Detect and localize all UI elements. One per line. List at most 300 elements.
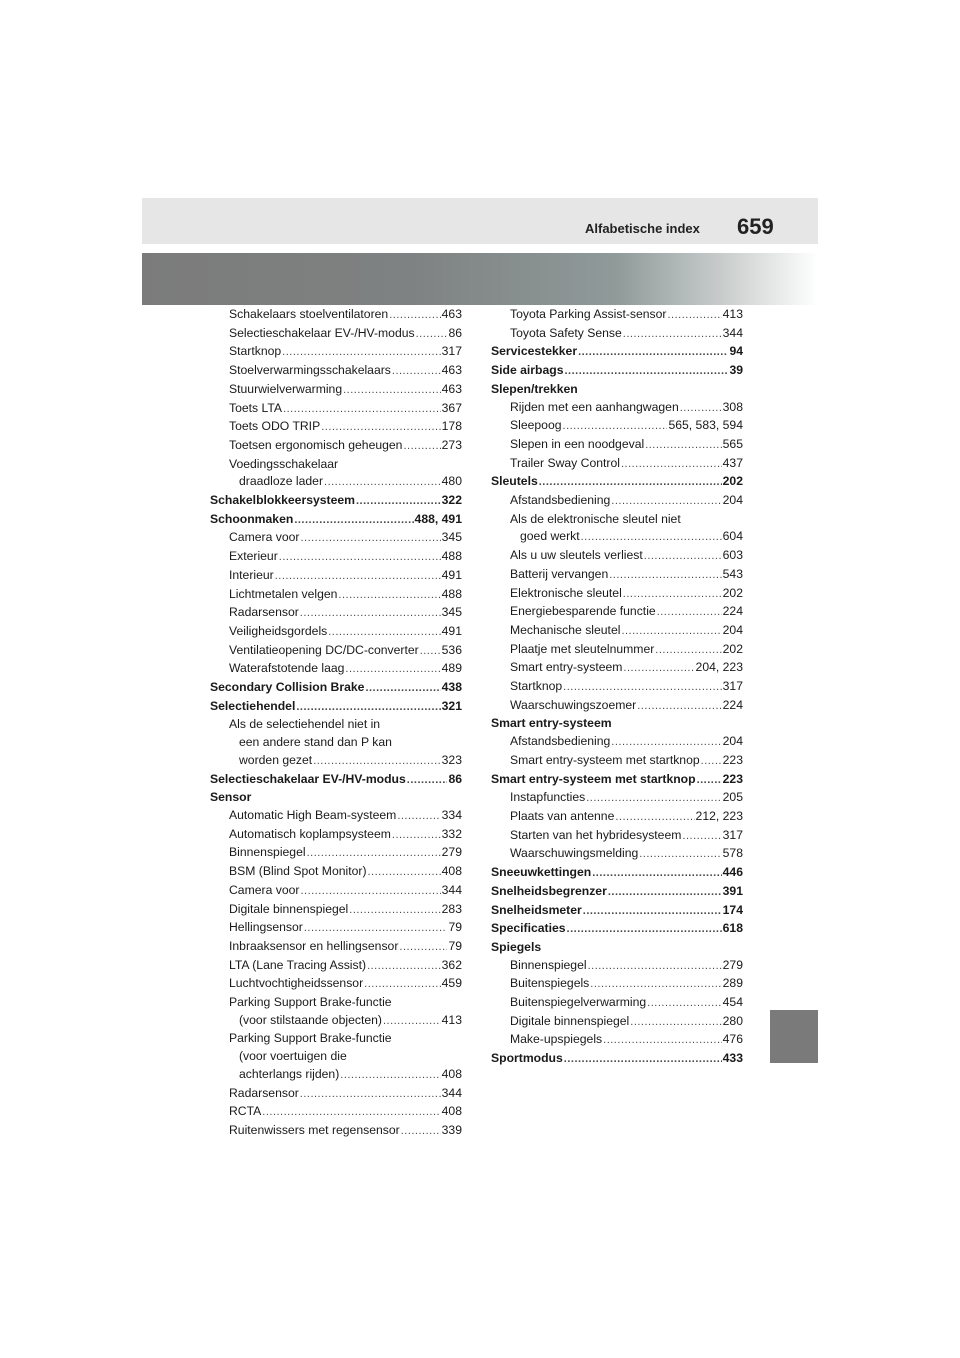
leader-dots <box>644 548 722 566</box>
index-entry-sub <box>210 957 462 976</box>
index-entry-label: Plaats van antenne <box>510 808 615 823</box>
leader-dots <box>592 865 721 883</box>
index-entry-page: 79 <box>448 920 462 935</box>
index-entry-sub <box>491 845 743 864</box>
index-entry-sub <box>210 567 462 586</box>
index-entry-page: 408 <box>441 1104 462 1119</box>
index-entry-label: Waarschuwingszoemer <box>510 697 637 712</box>
index-entry-page: 480 <box>441 474 462 489</box>
leader-dots <box>590 976 721 994</box>
index-entry-label: Smart entry-systeem <box>491 716 612 731</box>
index-entry-label: Specificaties <box>491 921 566 936</box>
index-entry-sub <box>491 641 743 660</box>
leader-dots <box>621 456 722 474</box>
index-entry-main <box>491 362 743 381</box>
leader-dots <box>647 995 721 1013</box>
index-entry-page: 202 <box>722 585 743 600</box>
leader-dots <box>296 699 440 717</box>
leader-dots <box>563 679 721 697</box>
index-entry-sub <box>491 957 743 976</box>
index-entry-page: 344 <box>441 882 462 897</box>
chapter-tab-marker <box>770 1010 818 1063</box>
index-entry-sub <box>210 882 462 901</box>
index-entry-page: 204 <box>722 493 743 508</box>
index-entry-sub <box>491 659 743 678</box>
index-entry-label: Starten van het hybridesysteem <box>510 827 682 842</box>
page-number: 659 <box>737 214 774 239</box>
leader-dots <box>564 363 728 381</box>
index-entry-label: Toyota Parking Assist-sensor <box>510 307 667 321</box>
index-entry-page: 178 <box>441 419 462 434</box>
index-entry-sub <box>210 1085 462 1104</box>
index-entry-page: 463 <box>441 363 462 378</box>
leader-dots <box>300 1086 441 1104</box>
leader-dots <box>389 307 440 325</box>
leader-dots <box>343 382 441 400</box>
index-entry-main <box>491 343 743 362</box>
index-entry-label: Als u uw sleutels verliest <box>510 548 643 563</box>
leader-dots <box>623 660 694 678</box>
leader-dots <box>356 493 441 511</box>
leader-dots <box>630 1014 721 1032</box>
index-entry-page: 79 <box>448 938 462 953</box>
leader-dots <box>564 1051 722 1069</box>
index-entry-label: Parking Support Brake-functie <box>229 995 392 1010</box>
index-entry-sub <box>491 547 743 566</box>
decorative-gradient-band <box>142 253 818 305</box>
leader-dots <box>608 884 722 902</box>
index-entry-sub <box>210 548 462 567</box>
index-entry-page: 491 <box>441 623 462 638</box>
index-entry-sub <box>210 919 462 938</box>
index-entry-sub <box>491 492 743 511</box>
leader-dots <box>682 828 721 846</box>
index-entry-page: 344 <box>722 325 743 340</box>
index-entry-page: 39 <box>729 363 743 378</box>
index-entry-label: Sensor <box>210 790 252 805</box>
leader-dots <box>407 772 448 790</box>
index-entry-main <box>491 902 743 921</box>
index-entry-main <box>491 1050 743 1069</box>
index-entry-page: 488 <box>441 586 462 601</box>
index-entry-sub <box>210 623 462 642</box>
index-entry-page: 174 <box>722 902 743 917</box>
index-entry-sub <box>210 1012 462 1031</box>
index-entry-sub <box>210 529 462 548</box>
index-entry-page: 413 <box>441 1012 462 1027</box>
index-entry-sub <box>210 473 462 492</box>
index-entry-page: 437 <box>722 455 743 470</box>
index-entry-sub <box>210 586 462 605</box>
index-entry-page: 86 <box>448 325 462 340</box>
leader-dots <box>623 586 722 604</box>
index-entry-sub <box>210 752 462 771</box>
leader-dots <box>338 587 440 605</box>
index-entry-sub <box>210 863 462 882</box>
leader-dots <box>321 419 440 437</box>
index-entry-label: Slepen in een noodgeval <box>510 436 645 451</box>
index-entry-label: BSM (Blind Spot Monitor) <box>229 864 367 879</box>
leader-dots <box>262 1104 440 1122</box>
index-entry-label: Stoelverwarmingsschakelaars <box>229 363 391 378</box>
index-entry-sub <box>491 994 743 1013</box>
index-entry-page: 565 <box>722 436 743 451</box>
index-entry-page: 204 <box>722 734 743 749</box>
index-entry-label: Spiegels <box>491 939 542 954</box>
index-entry-sub <box>210 1048 462 1066</box>
leader-dots <box>307 845 441 863</box>
index-entry-page: 488, 491 <box>414 511 462 526</box>
index-entry-page: 322 <box>441 493 462 508</box>
leader-dots <box>645 437 721 455</box>
index-entry-label: Waarschuwingsmelding <box>510 846 639 861</box>
index-entry-sub <box>491 827 743 846</box>
index-entry-label: Camera voor <box>229 882 300 897</box>
leader-dots <box>397 808 440 826</box>
index-entry-main <box>491 883 743 902</box>
leader-dots <box>340 1067 440 1085</box>
leader-dots <box>667 307 721 325</box>
index-entry-sub <box>210 1122 462 1141</box>
index-entry-sub <box>210 456 462 474</box>
index-entry-label: Toyota Safety Sense <box>510 325 622 340</box>
index-entry-page: 334 <box>441 807 462 822</box>
header-bar <box>142 198 818 244</box>
index-entry-main <box>210 511 462 530</box>
index-entry-label: Schoonmaken <box>210 511 294 526</box>
index-entry-sub <box>491 603 743 622</box>
leader-dots <box>578 344 728 362</box>
index-entry-label: Interieur <box>229 567 274 582</box>
section-title: Alfabetische index <box>585 221 700 236</box>
index-entry-label: Schakelaars stoelventilatoren <box>229 307 389 321</box>
index-entry-label: Elektronische sleutel <box>510 585 622 600</box>
leader-dots <box>657 604 722 622</box>
index-entry-label: Selectieschakelaar EV-/HV-modus <box>210 771 406 786</box>
index-entry-label: Afstandsbediening <box>510 734 611 749</box>
leader-dots <box>275 568 441 586</box>
index-entry-page: 362 <box>441 957 462 972</box>
index-entry-page: 202 <box>722 474 743 489</box>
index-entry-label: Binnenspiegel <box>510 957 587 972</box>
leader-dots <box>282 344 440 362</box>
index-entry-page: 604 <box>722 529 743 544</box>
index-entry-sub <box>491 585 743 604</box>
index-entry-page: 489 <box>441 661 462 676</box>
index-entry-page: 367 <box>441 400 462 415</box>
index-entry-label: Als de elektronische sleutel niet <box>510 511 681 526</box>
index-entry-sub <box>491 325 743 344</box>
index-entry-main <box>491 473 743 492</box>
leader-dots <box>611 493 721 511</box>
leader-dots <box>401 1123 441 1141</box>
index-entry-page: 283 <box>441 901 462 916</box>
index-entry-label: Slepen/trekken <box>491 381 578 396</box>
index-entry-page: 463 <box>441 381 462 396</box>
index-entry-page: 438 <box>441 680 462 695</box>
leader-dots <box>300 883 440 901</box>
leader-dots <box>701 753 722 771</box>
index-entry-sub <box>491 528 743 547</box>
index-entry-label: Ruitenwissers met regensensor <box>229 1122 400 1137</box>
index-entry-page: 204 <box>722 622 743 637</box>
index-entry-main <box>491 381 743 399</box>
index-entry-sub <box>491 455 743 474</box>
leader-dots <box>581 529 722 547</box>
index-entry-main <box>491 864 743 883</box>
index-entry-sub <box>491 697 743 716</box>
index-entry-sub <box>210 1103 462 1122</box>
leader-dots <box>279 549 441 567</box>
index-entry-label: Side airbags <box>491 363 564 378</box>
index-entry-label: (voor voertuigen die <box>239 1049 347 1064</box>
index-entry-label: Rijden met een aanhangwagen <box>510 399 679 414</box>
index-entry-label: een andere stand dan P kan <box>239 735 392 750</box>
index-entry-page: 86 <box>448 771 462 786</box>
index-entry-label: Sleepoog <box>510 418 562 433</box>
index-entry-page: 339 <box>441 1122 462 1137</box>
index-entry-page: 280 <box>722 1013 743 1028</box>
index-entry-label: Snelheidsmeter <box>491 902 582 917</box>
leader-dots <box>416 326 448 344</box>
index-entry-sub <box>491 436 743 455</box>
index-entry-label: Stuurwielverwarming <box>229 381 343 396</box>
index-entry-sub <box>210 660 462 679</box>
index-entry-label: Smart entry-systeem met startknop <box>491 771 696 786</box>
leader-dots <box>586 790 721 808</box>
index-entry-page: 488 <box>441 549 462 564</box>
index-entry-label: LTA (Lane Tracing Assist) <box>229 957 367 972</box>
leader-dots <box>639 846 721 864</box>
index-entry-sub <box>210 844 462 863</box>
index-entry-page: 332 <box>441 826 462 841</box>
index-entry-page: 224 <box>722 697 743 712</box>
index-entry-page: 279 <box>441 845 462 860</box>
index-entry-label: Mechanische sleutel <box>510 622 621 637</box>
index-entry-page: 317 <box>722 679 743 694</box>
index-entry-sub <box>210 642 462 661</box>
index-entry-label: Snelheidsbegrenzer <box>491 883 607 898</box>
index-entry-page: 578 <box>722 846 743 861</box>
leader-dots <box>328 624 440 642</box>
index-entry-sub <box>210 362 462 381</box>
index-entry-label: Toets LTA <box>229 400 283 415</box>
index-entry-label: Camera voor <box>229 530 300 545</box>
index-entry-page: 345 <box>441 605 462 620</box>
index-entry-page: 204, 223 <box>695 660 743 675</box>
leader-dots <box>364 976 441 994</box>
index-entry-sub <box>210 306 462 325</box>
leader-dots <box>403 438 440 456</box>
index-entry-main <box>491 771 743 790</box>
index-entry-sub <box>491 417 743 436</box>
leader-dots <box>345 661 440 679</box>
index-entry-sub <box>210 1066 462 1085</box>
index-entry-page: 391 <box>722 883 743 898</box>
leader-dots <box>583 903 722 921</box>
index-entry-label: Hellingsensor <box>229 920 303 935</box>
leader-dots <box>300 605 441 623</box>
index-entry-page: 224 <box>722 604 743 619</box>
leader-dots <box>383 1013 441 1031</box>
index-entry-sub <box>491 511 743 529</box>
index-entry-sub <box>491 1013 743 1032</box>
index-entry-label: Digitale binnenspiegel <box>229 901 349 916</box>
index-entry-label: Lichtmetalen velgen <box>229 586 338 601</box>
leader-dots <box>304 920 448 938</box>
index-entry-label: Parking Support Brake-functie <box>229 1031 392 1046</box>
index-column-right <box>491 306 743 1069</box>
leader-dots <box>368 864 441 882</box>
index-entry-label: Luchtvochtigheidssensor <box>229 976 364 991</box>
leader-dots <box>697 772 722 790</box>
index-entry-page: 223 <box>722 752 743 767</box>
index-entry-label: Instapfuncties <box>510 790 586 805</box>
index-entry-label: Selectieschakelaar EV-/HV-modus <box>229 325 415 340</box>
index-entry-label: Startknop <box>229 344 282 359</box>
index-entry-page: 413 <box>722 307 743 321</box>
index-entry-sub <box>210 716 462 734</box>
index-entry-label: achterlangs rijden) <box>239 1066 340 1081</box>
index-entry-main <box>210 698 462 717</box>
index-entry-label: Servicestekker <box>491 344 578 359</box>
index-entry-main <box>491 715 743 733</box>
leader-dots <box>615 809 694 827</box>
leader-dots <box>603 1032 722 1050</box>
index-entry-label: Toets ODO TRIP <box>229 419 321 434</box>
index-entry-label: Digitale binnenspiegel <box>510 1013 630 1028</box>
index-entry-sub <box>491 306 743 325</box>
index-entry-sub <box>491 733 743 752</box>
index-entry-sub <box>210 994 462 1012</box>
index-entry-main <box>491 920 743 939</box>
index-entry-label: Batterij vervangen <box>510 566 609 581</box>
leader-dots <box>399 939 447 957</box>
index-entry-sub <box>210 400 462 419</box>
leader-dots <box>349 902 440 920</box>
index-entry-label: Smart entry-systeem <box>510 660 623 675</box>
index-entry-label: draadloze lader <box>239 474 324 489</box>
index-entry-main <box>210 789 462 807</box>
leader-dots <box>420 643 441 661</box>
index-entry-sub <box>491 678 743 697</box>
leader-dots <box>623 326 722 344</box>
index-entry-page: 94 <box>729 344 743 359</box>
index-entry-page: 273 <box>441 437 462 452</box>
leader-dots <box>621 623 721 641</box>
index-entry-page: 202 <box>722 641 743 656</box>
index-entry-label: Trailer Sway Control <box>510 455 620 470</box>
index-entry-sub <box>491 1031 743 1050</box>
leader-dots <box>655 642 721 660</box>
index-entry-main <box>491 939 743 957</box>
index-entry-label: Voedingsschakelaar <box>229 456 339 471</box>
index-entry-label: Buitenspiegels <box>510 976 590 991</box>
index-entry-page: 446 <box>722 865 743 880</box>
index-entry-page: 565, 583, 594 <box>668 418 743 433</box>
index-entry-page: 321 <box>441 698 462 713</box>
index-entry-page: 344 <box>441 1085 462 1100</box>
index-entry-label: Make-upspiegels <box>510 1032 603 1047</box>
index-entry-page: 603 <box>722 548 743 563</box>
index-entry-label: Sneeuwkettingen <box>491 865 592 880</box>
index-entry-label: Als de selectiehendel niet in <box>229 717 381 732</box>
index-entry-page: 408 <box>441 1066 462 1081</box>
index-entry-label: Energiebesparende functie <box>510 604 656 619</box>
index-entry-page: 323 <box>441 752 462 767</box>
index-entry-page: 454 <box>722 995 743 1010</box>
index-entry-label: Waterafstotende laag <box>229 661 345 676</box>
index-entry-sub <box>210 1030 462 1048</box>
leader-dots <box>567 921 722 939</box>
leader-dots <box>300 530 440 548</box>
leader-dots <box>637 698 721 716</box>
index-entry-label: Inbraaksensor en hellingsensor <box>229 938 399 953</box>
leader-dots <box>365 680 440 698</box>
index-entry-page: 308 <box>722 399 743 414</box>
index-entry-sub <box>210 418 462 437</box>
leader-dots <box>283 401 441 419</box>
index-entry-label: worden gezet <box>239 752 313 767</box>
index-entry-page: 476 <box>722 1032 743 1047</box>
index-entry-label: Sportmodus <box>491 1051 563 1066</box>
index-entry-label: (voor stilstaande objecten) <box>239 1012 382 1027</box>
index-entry-sub <box>210 938 462 957</box>
index-entry-page: 317 <box>441 344 462 359</box>
index-entry-label: Veiligheidsgordels <box>229 623 328 638</box>
index-entry-sub <box>210 807 462 826</box>
index-entry-page: 317 <box>722 827 743 842</box>
index-entry-label: Toetsen ergonomisch geheugen <box>229 437 403 452</box>
index-entry-label: Binnenspiegel <box>229 845 306 860</box>
index-entry-sub <box>210 826 462 845</box>
index-column-left <box>210 306 462 1141</box>
index-entry-label: Exterieur <box>229 549 278 564</box>
leader-dots <box>563 418 668 436</box>
index-entry-label: Smart entry-systeem met startknop <box>510 752 700 767</box>
index-entry-label: Schakelblokkeersysteem <box>210 493 355 508</box>
index-entry-label: Automatisch koplampsysteem <box>229 826 391 841</box>
index-entry-sub <box>210 975 462 994</box>
index-entry-sub <box>210 901 462 920</box>
index-entry-label: Buitenspiegelverwarming <box>510 995 647 1010</box>
index-entry-sub <box>491 752 743 771</box>
index-entry-sub <box>491 399 743 418</box>
index-entry-main <box>210 492 462 511</box>
leader-dots <box>588 958 722 976</box>
index-entry-page: 536 <box>441 642 462 657</box>
index-entry-sub <box>491 975 743 994</box>
index-entry-page: 223 <box>722 771 743 786</box>
index-entry-sub <box>210 437 462 456</box>
index-entry-page: 491 <box>441 567 462 582</box>
leader-dots <box>367 958 441 976</box>
index-entry-page: 408 <box>441 864 462 879</box>
leader-dots <box>324 474 441 492</box>
index-entry-sub <box>210 734 462 752</box>
leader-dots <box>313 753 440 771</box>
index-entry-label: Afstandsbediening <box>510 493 611 508</box>
leader-dots <box>392 827 441 845</box>
index-entry-page: 618 <box>722 921 743 936</box>
index-entry-label: Radarsensor <box>229 1085 299 1100</box>
index-entry-label: Automatic High Beam-systeem <box>229 807 397 822</box>
index-entry-label: Selectiehendel <box>210 698 296 713</box>
index-entry-page: 205 <box>722 790 743 805</box>
index-entry-sub <box>491 566 743 585</box>
leader-dots <box>611 734 721 752</box>
index-entry-sub <box>491 622 743 641</box>
